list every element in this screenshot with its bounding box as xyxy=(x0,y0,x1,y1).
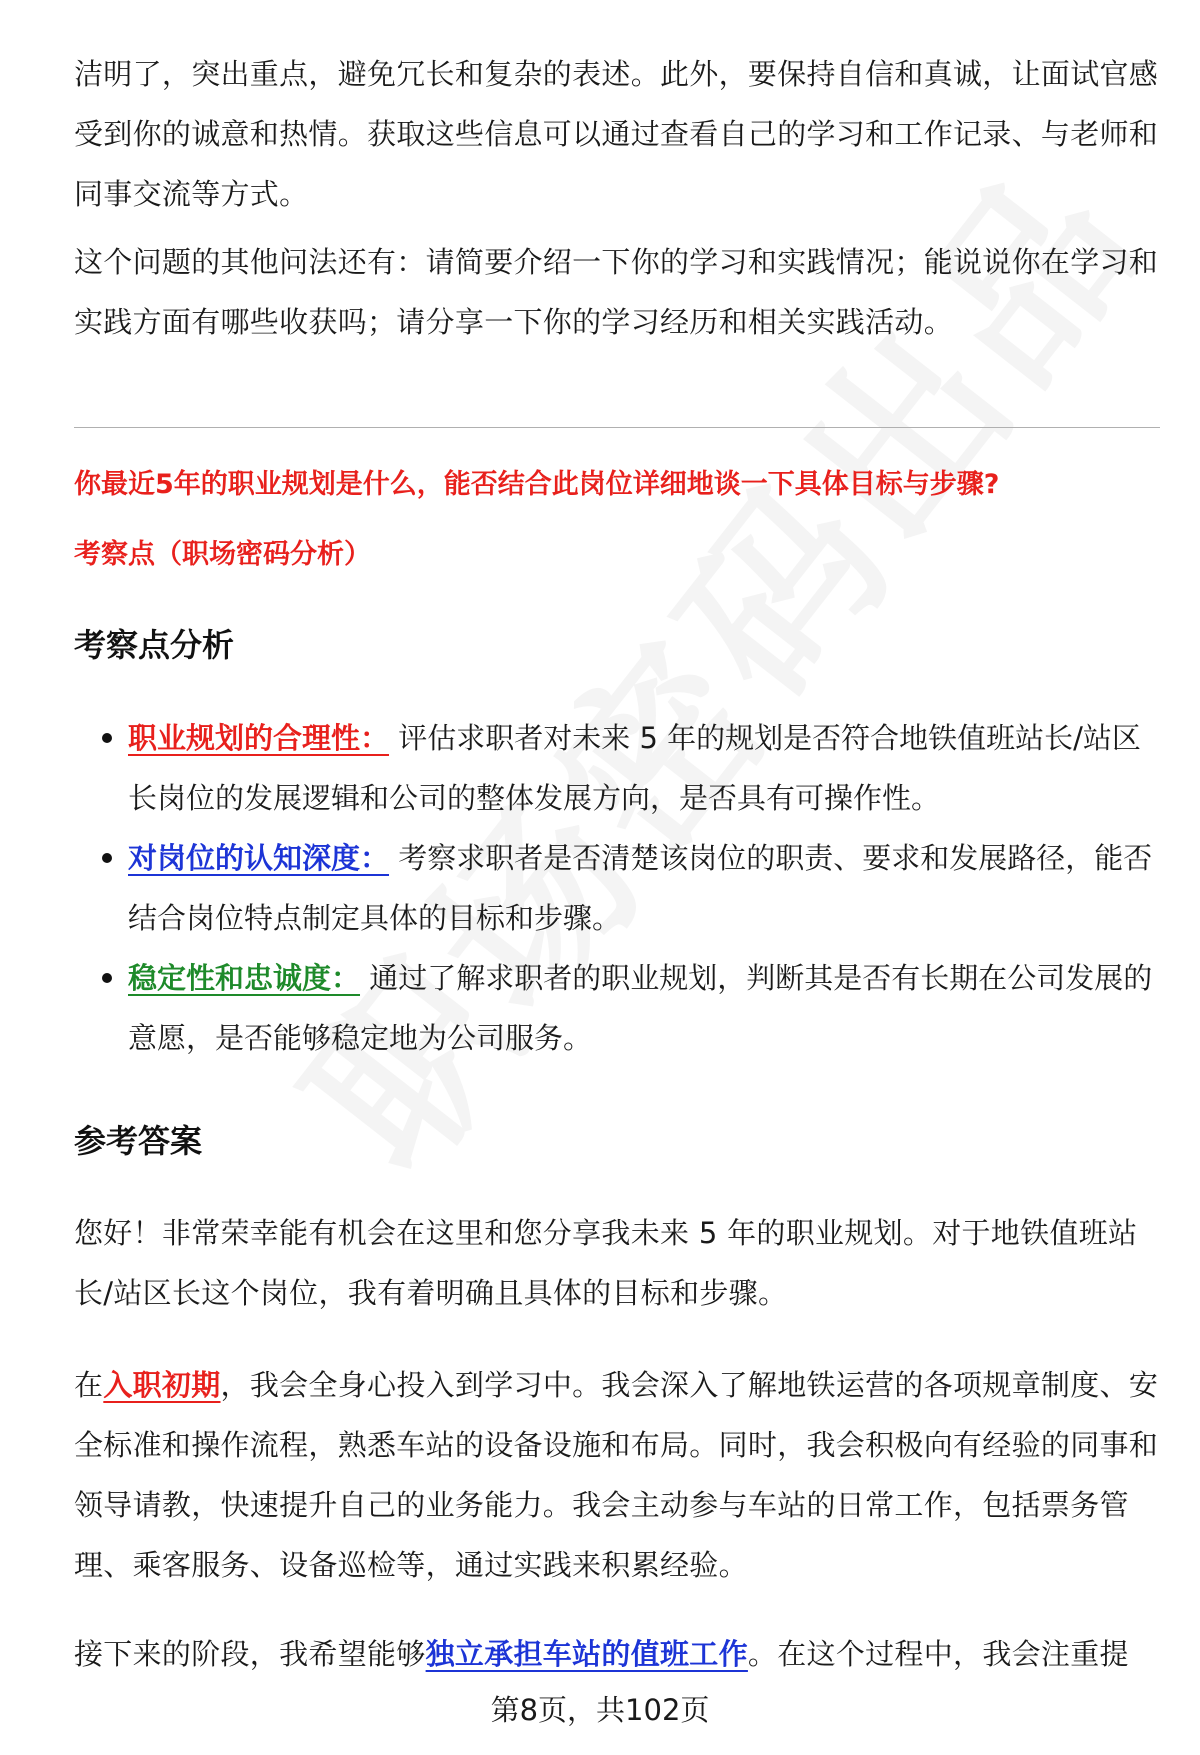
intro-paragraph-1: 洁明了，突出重点，避免冗长和复杂的表述。此外，要保持自信和真诚，让面试官感受到你的诚意和热情。获取这些信息可以通过查看自己的学习和工作记录、与老师和同事交流等方式。 xyxy=(74,57,1159,211)
answer-p3-rest: 。在这个过程中，我会注重提 xyxy=(747,1637,1129,1671)
page-number: 第8页，共102页 xyxy=(490,1693,710,1727)
bullet-icon xyxy=(102,733,112,743)
analysis-heading: 考察点分析 xyxy=(74,626,235,664)
answer-p2-highlight: 入职初期 xyxy=(103,1368,221,1402)
answer-paragraph-3 xyxy=(74,1624,1160,1684)
analysis-item-label: 对岗位的认知深度： xyxy=(128,841,390,875)
answer-paragraph-1: 您好！非常荣幸能有机会在这里和您分享我未来 5 年的职业规划。对于地铁值班站长/站区长这个岗位，我有着明确且具体的目标和步骤。 xyxy=(74,1216,1138,1310)
analysis-item-text: 评估求职者对未来 5 年的规划是否符合地铁值班站长/站区长岗位的发展逻辑和公司的整体发展方向，是否具有可操作性。 xyxy=(128,721,1141,815)
answer-p3-prefix: 接下来的阶段，我希望能够 xyxy=(74,1637,426,1671)
analysis-item xyxy=(128,828,1160,948)
section-divider xyxy=(74,427,1160,428)
analysis-item-label: 稳定性和忠诚度： xyxy=(128,961,361,995)
analysis-item-text: 考察求职者是否清楚该岗位的职责、要求和发展路径，能否结合岗位特点制定具体的目标和步骤。 xyxy=(128,841,1153,935)
analysis-item-text: 通过了解求职者的职业规划，判断其是否有长期在公司发展的意愿，是否能够稳定地为公司服务。 xyxy=(128,961,1153,1055)
answer-paragraph-2 xyxy=(74,1355,1160,1595)
question-title: 你最近5年的职业规划是什么，能否结合此岗位详细地谈一下具体目标与步骤? xyxy=(74,469,1000,500)
analysis-item-label: 职业规划的合理性： xyxy=(128,721,390,755)
answer-heading: 参考答案 xyxy=(74,1122,203,1160)
answer-p3-highlight: 独立承担车站的值班工作 xyxy=(425,1637,748,1671)
bullet-icon xyxy=(102,973,112,983)
answer-p2-rest: ，我会全身心投入到学习中。我会深入了解地铁运营的各项规章制度、安全标准和操作流程，熟悉车站的设备设施和布局。同时，我会积极向有经验的同事和领导请教，快速提升自己的业务能力。我会主动参与车站的日常工作，包括票务管理、乘客服务、设备巡检等，通过实践来积累经验。 xyxy=(74,1368,1159,1582)
intro-paragraph-2: 这个问题的其他问法还有：请简要介绍一下你的学习和实践情况；能说说你在学习和实践方面有哪些收获吗；请分享一下你的学习经历和相关实践活动。 xyxy=(74,245,1159,339)
question-subtitle: 考察点（职场密码分析） xyxy=(74,539,371,570)
analysis-list xyxy=(128,708,1160,1068)
answer-p2-prefix: 在 xyxy=(74,1368,104,1402)
analysis-item xyxy=(128,708,1160,828)
bullet-icon xyxy=(102,853,112,863)
analysis-item xyxy=(128,948,1160,1068)
